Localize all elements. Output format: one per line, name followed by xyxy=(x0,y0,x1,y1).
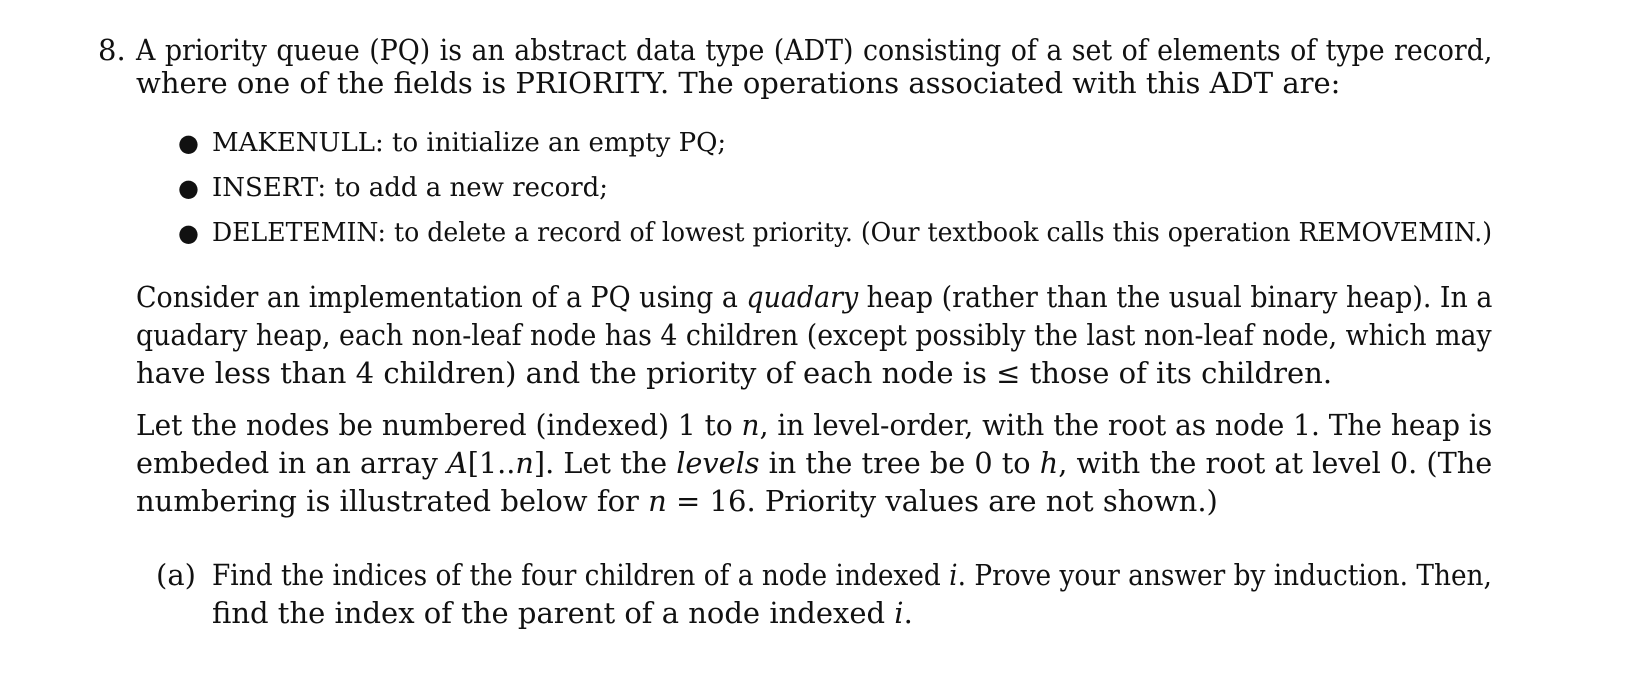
operation-makenull: MAKENULL: to initialize an empty PQ; xyxy=(212,128,727,158)
operation-insert: INSERT: to add a new record; xyxy=(212,173,609,203)
para2-line-1: Let the nodes be numbered (indexed) 1 to n, in level-order, with the root as node 1. The heap is xyxy=(136,408,1493,442)
para1-line-1: Consider an implementation of a PQ using a quadary heap (rather than the usual binary heap). In a xyxy=(136,280,1493,314)
question-number: 8. xyxy=(98,33,126,67)
bullet-icon: ● xyxy=(178,174,199,202)
part-a-label: (a) xyxy=(156,558,196,592)
intro-line-2: where one of the fields is PRIORITY. The operations associated with this ADT are: xyxy=(136,66,1341,100)
bullet-icon: ● xyxy=(178,219,199,247)
para2-line-2: embeded in an array A[1..n]. Let the levels in the tree be 0 to h, with the root at level 0. (The xyxy=(136,446,1493,480)
bullet-icon: ● xyxy=(178,129,199,157)
operation-deletemin: DELETEMIN: to delete a record of lowest priority. (Our textbook calls this operation REMOVEMIN.) xyxy=(212,218,1493,248)
para2-line-3: numbering is illustrated below for n = 16. Priority values are not shown.) xyxy=(136,484,1218,518)
part-a-line-2: find the index of the parent of a node indexed i. xyxy=(212,596,913,630)
quadary-emphasis: quadary xyxy=(746,280,859,314)
para1-line-2: quadary heap, each non-leaf node has 4 children (except possibly the last non-leaf node, which may xyxy=(136,318,1492,352)
part-a-line-1: Find the indices of the four children of a node indexed i. Prove your answer by induction. Then, xyxy=(212,558,1492,592)
para1-line-3: have less than 4 children) and the priority of each node is ≤ those of its children. xyxy=(136,356,1333,390)
intro-line-1: A priority queue (PQ) is an abstract data type (ADT) consisting of a set of elements of type record, xyxy=(136,33,1493,67)
